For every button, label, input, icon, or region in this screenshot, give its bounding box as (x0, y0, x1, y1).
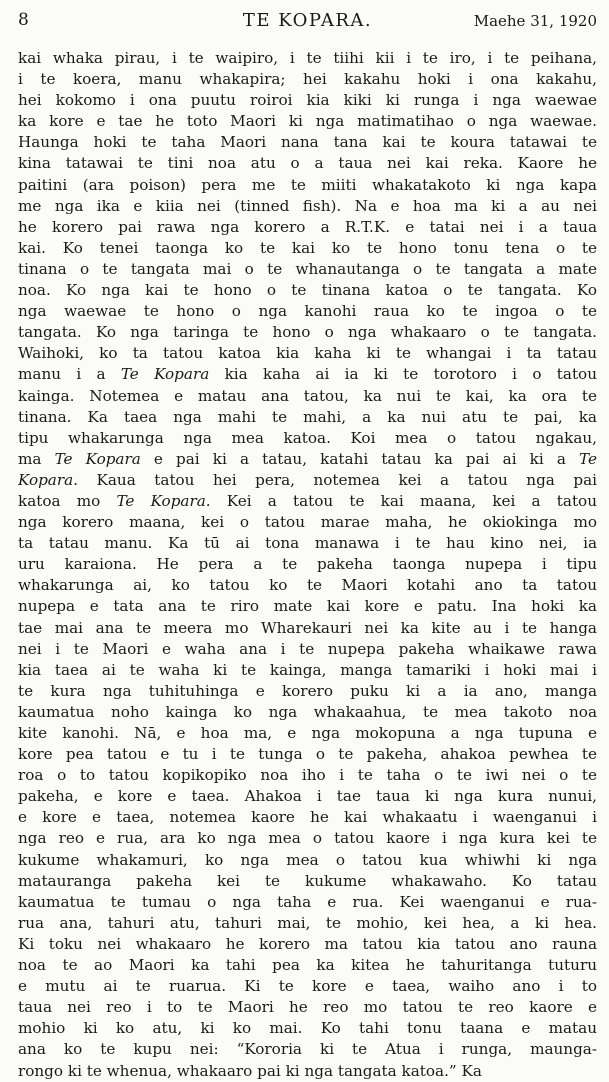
italic-title-text: Kopara. (18, 470, 79, 489)
text-line (18, 470, 597, 491)
line-text: rongo ki te whenua, whakaaro pai ki nga tangata katoa.” Ka (18, 1061, 482, 1080)
line-text: ka kore e tae he toto Maori ki nga matimatihao o nga waewae. (18, 112, 597, 131)
text-line (18, 1039, 597, 1060)
line-text: katoa mo (18, 491, 117, 510)
line-text: kite kanohi. Nā, e hoa ma, e nga mokopuna a nga tupuna e (18, 724, 597, 742)
line-text: taua nei reo i to te Maori he reo mo tatou te reo kaore e (18, 998, 597, 1017)
text-line (18, 786, 597, 807)
italic-title-text: Te Kopara. (116, 491, 211, 510)
text-line (18, 280, 597, 301)
text-line (18, 301, 597, 322)
text-line (18, 175, 597, 196)
line-text: me nga ika e kiia nei (tinned fish). Na e hoa ma ki a au nei (18, 196, 597, 215)
line-text: noa te ao Maori ka tahi pea ka kitea he tahuritanga tuturu (18, 956, 597, 975)
line-text: ma (18, 449, 55, 468)
text-line (18, 997, 597, 1018)
line-text: te kura nga tuhituhinga e korero puku ki a ia ano, manga (18, 681, 597, 700)
text-line (18, 850, 597, 871)
line-text: kai whaka pirau, i te waipiro, i te tiihi kii i te iro, i te peihana, (18, 49, 597, 67)
text-line (18, 892, 597, 913)
text-line (18, 660, 597, 681)
text-line (18, 681, 597, 702)
line-text: roa o to tatou kopikopiko noa iho i te taha o te iwi nei o te (18, 766, 597, 785)
issue-date: Maehe 31, 1920 (473, 12, 597, 30)
line-text: kaumatua te tumau o nga taha e rua. Kei waenganui e rua- (18, 892, 597, 911)
text-line (18, 807, 597, 828)
line-text: Kei a tatou te kai maana, kei a tatou (210, 491, 597, 510)
text-line (18, 217, 597, 238)
text-line (18, 386, 597, 407)
line-text: Kaua tatou hei pera, notemea kei a tatou nga pai (78, 470, 597, 489)
line-text: ta tatau manu. Ka tū ai tona manawa i te hau kino nei, ia (18, 534, 597, 553)
text-line (18, 322, 597, 343)
line-text: nga korero maana, kei o tatou marae maha, he okiokinga mo (18, 513, 597, 532)
page-number: 8 (18, 10, 29, 30)
text-line (18, 111, 597, 132)
text-line (18, 343, 597, 364)
text-line (18, 1061, 597, 1082)
line-text: nupepa e tata ana te riro mate kai kore e patu. Ina hoki ka (18, 597, 597, 616)
line-text: kia taea ai te waha ki te kainga, manga tamariki i hoki mai i (18, 660, 597, 679)
line-text: kainga. Notemea e matau ana tatou, ka nui te kai, ka ora te (18, 386, 597, 405)
text-line (18, 90, 597, 111)
line-text: nga reo e rua, ara ko nga mea o tatou kaore i nga kura kei te (18, 829, 597, 848)
text-line (18, 69, 597, 90)
text-line (18, 828, 597, 849)
text-line (18, 196, 597, 217)
text-line (18, 259, 597, 280)
line-text: Ki toku nei whakaaro he korero ma tatou kia tatou ano rauna (18, 934, 597, 953)
line-text: noa. Ko nga kai te hono o te tinana katoa o te tangata. Ko (18, 281, 597, 300)
line-text: kaumatua noho kainga ko nga whakaahua, te mea takoto noa (18, 702, 597, 721)
line-text: paitini (ara poison) pera me te miiti whakatakoto ki nga kapa (18, 175, 597, 194)
text-line (18, 554, 597, 575)
line-text: e mutu ai te ruarua. Ki te kore e taea, waiho ano i to (18, 977, 597, 996)
text-line (18, 723, 597, 744)
text-line (18, 428, 597, 449)
line-text: i te koera, manu whakapira; hei kakahu hoki i ona kakahu, (18, 70, 597, 89)
text-line (18, 765, 597, 786)
text-line (18, 449, 597, 470)
italic-title-text: Te (579, 449, 597, 468)
line-text: kai. Ko tenei taonga ko te kai ko te hono tonu tena o te (18, 238, 597, 257)
line-text: tinana. Ka taea nga mahi te mahi, a ka nui atu te pai, ka (18, 407, 597, 426)
line-text: he korero pai rawa nga korero a R.T.K. e tatai nei i a taua (18, 217, 597, 236)
text-line (18, 533, 597, 554)
text-line (18, 132, 597, 153)
line-text: tangata. Ko nga taringa te hono o nga whakaaro o te tangata. (18, 323, 597, 342)
line-text: manu i a (18, 365, 121, 384)
text-line (18, 934, 597, 955)
text-line (18, 512, 597, 533)
line-text: uru karaiona. He pera a te pakeha taonga nupepa i tipu (18, 555, 597, 574)
line-text: matauranga pakeha kei te kukume whakawaho. Ko tatau (18, 871, 597, 890)
text-line (18, 153, 597, 174)
line-text: kina tatawai te tini noa atu o a taua nei kai reka. Kaore he (18, 154, 597, 173)
text-line (18, 618, 597, 639)
text-line (18, 596, 597, 617)
text-line (18, 491, 597, 512)
line-text: hei kokomo i ona puutu roiroi kia kiki ki runga i nga waewae (18, 91, 597, 110)
italic-title-text: Te Kopara (120, 365, 210, 384)
line-text: nei i te Maori e waha ana i te nupepa pakeha whaikawe rawa (18, 639, 597, 658)
italic-title-text: Te Kopara (54, 449, 141, 468)
line-text: Haunga hoki te taha Maori nana tana kai te koura tatawai te (18, 133, 597, 152)
text-line (18, 744, 597, 765)
text-line (18, 364, 597, 385)
line-text: e kore e taea, notemea kaore he kai whakaatu i waenganui i (18, 808, 597, 827)
page-header (18, 8, 597, 38)
line-text: pakeha, e kore e taea. Ahakoa i tae taua ki nga kura nunui, (18, 787, 597, 806)
text-line (18, 575, 597, 596)
article-body (18, 48, 597, 1082)
text-line (18, 1018, 597, 1039)
line-text: tae mai ana te meera mo Wharekauri nei ka kite au i te hanga (18, 618, 597, 637)
text-line (18, 48, 597, 69)
text-line (18, 238, 597, 259)
text-line (18, 639, 597, 660)
line-text: kore pea tatou e tu i te tunga o te pakeha, ahakoa pewhea te (18, 745, 597, 764)
text-line (18, 702, 597, 723)
line-text: whakarunga ai, ko tatou ko te Maori kotahi ano ta tatou (18, 576, 597, 595)
line-text: nga waewae te hono o nga kanohi raua ko te ingoa o te (18, 302, 597, 321)
line-text: tipu whakarunga nga mea katoa. Koi mea o tatou ngakau, (18, 428, 597, 447)
line-text: ana ko te kupu nei: “Kororia ki te Atua i runga, maunga- (18, 1040, 597, 1059)
text-line (18, 407, 597, 428)
line-text: mohio ki ko atu, ki ko mai. Ko tahi tonu taana e matau (18, 1019, 597, 1038)
line-text: e pai ki a tatau, katahi tatau ka pai ai ki a (140, 449, 580, 468)
line-text: kia kaha ai ia ki te torotoro i o tatou (209, 365, 597, 384)
newspaper-title: TE KOPARA. (242, 10, 373, 31)
line-text: Waihoki, ko ta tatou katoa kia kaha ki te whangai i ta tatau (18, 344, 597, 363)
line-text: rua ana, tahuri atu, tahuri mai, te mohio, kei hea, a ki hea. (18, 913, 597, 932)
line-text: tinana o te tangata mai o te whanautanga o te tangata a mate (18, 259, 597, 278)
text-line (18, 871, 597, 892)
text-line (18, 913, 597, 934)
text-line (18, 976, 597, 997)
text-line (18, 955, 597, 976)
line-text: kukume whakamuri, ko nga mea o tatou kua whiwhi ki nga (18, 850, 597, 869)
